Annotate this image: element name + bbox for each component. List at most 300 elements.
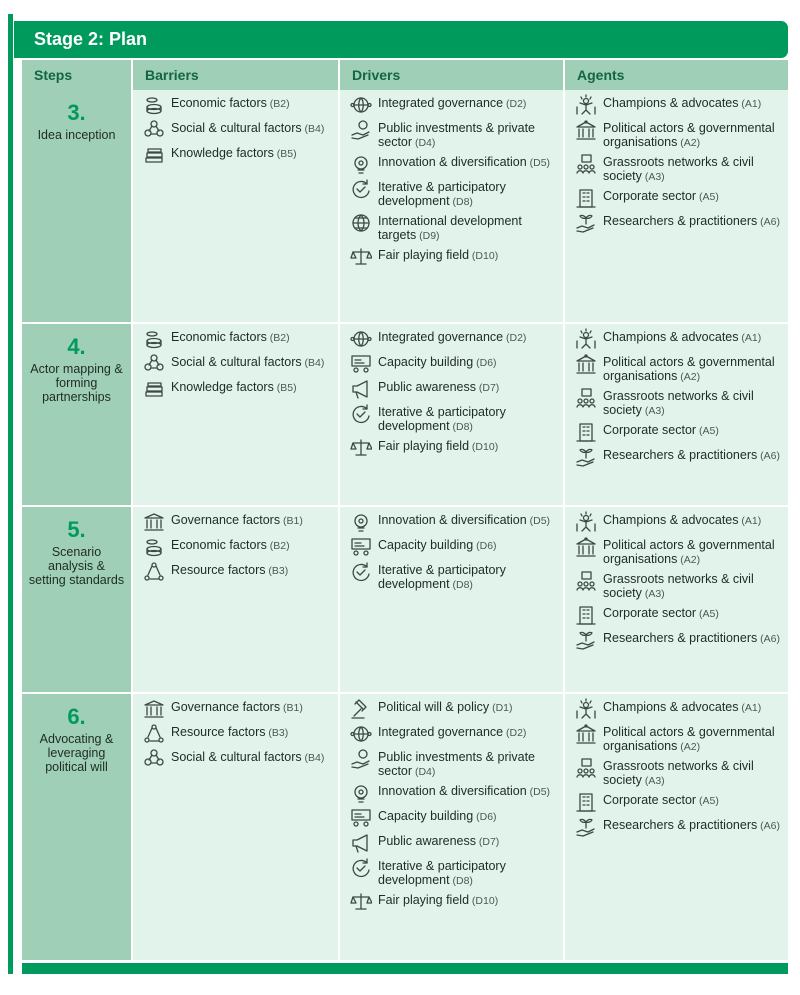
cycle-icon <box>350 857 372 879</box>
resource-cycle-icon <box>143 723 165 745</box>
barriers-item <box>143 330 332 350</box>
barriers-item <box>143 513 332 533</box>
agents-item <box>575 818 782 838</box>
drivers-item <box>350 380 557 400</box>
agents-item-label: Researchers & practitioners <box>603 448 758 462</box>
agents-item <box>575 793 782 813</box>
agents-item-code: (A6) <box>757 450 780 462</box>
drivers-item-code: (D8) <box>449 579 473 591</box>
agents-item-label: Researchers & practitioners <box>603 631 758 645</box>
drivers-item-label: Iterative & participatory development <box>378 405 506 433</box>
drivers-item-code: (D2) <box>503 98 527 110</box>
drivers-item-label: Capacity building <box>378 538 474 552</box>
globe-icon <box>350 212 372 234</box>
hand-plant-icon <box>575 816 597 838</box>
cycle-icon <box>350 561 372 583</box>
agents-item-text <box>603 513 761 528</box>
agents-item <box>575 214 782 234</box>
drivers-item-text <box>378 248 498 263</box>
drivers-item-label: Public investments & private sector <box>378 121 536 149</box>
drivers-cell <box>340 694 565 960</box>
drivers-item-label: Iterative & participatory development <box>378 180 506 208</box>
coins-icon <box>143 328 165 350</box>
drivers-item-text <box>378 180 557 209</box>
table-row <box>22 505 788 692</box>
office-building-icon <box>575 421 597 443</box>
agents-item-label: Champions & advocates <box>603 96 739 110</box>
drivers-item <box>350 563 557 592</box>
barriers-item-code: (B1) <box>280 702 303 714</box>
barriers-item <box>143 725 332 745</box>
drivers-item-label: Innovation & diversification <box>378 155 527 169</box>
agents-item <box>575 538 782 567</box>
drivers-item <box>350 439 557 459</box>
resource-cycle-icon <box>143 561 165 583</box>
drivers-cell <box>340 507 565 692</box>
agents-item-label: Corporate sector <box>603 793 697 807</box>
drivers-item-label: Political will & policy <box>378 700 490 714</box>
plan-table <box>22 60 788 960</box>
drivers-item-text <box>378 214 557 243</box>
agents-item-code: (A1) <box>738 98 762 110</box>
drivers-item-label: Integrated governance <box>378 96 504 110</box>
drivers-cell <box>340 324 565 505</box>
agents-item-text <box>603 214 780 229</box>
header-steps: Steps <box>22 60 133 90</box>
agents-item-text <box>603 189 719 204</box>
drivers-item <box>350 180 557 209</box>
agents-item <box>575 725 782 754</box>
gavel-icon <box>350 698 372 720</box>
agents-item <box>575 330 782 350</box>
megaphone-icon <box>350 832 372 854</box>
agents-item-code: (A3) <box>641 405 665 417</box>
drivers-item-label: Capacity building <box>378 809 474 823</box>
agents-item-text <box>603 355 782 384</box>
agents-item <box>575 700 782 720</box>
agents-item-label: Political actors & governmental organisations <box>603 725 775 753</box>
barriers-item-code: (B3) <box>265 565 289 577</box>
drivers-item-code: (D1) <box>489 702 513 714</box>
step-cell <box>22 324 133 505</box>
drivers-item <box>350 330 557 350</box>
agents-item-text <box>603 725 782 754</box>
government-building-icon <box>575 353 597 375</box>
barriers-item-label: Social & cultural factors <box>171 121 302 135</box>
drivers-item-code: (D6) <box>473 540 497 552</box>
drivers-item-text <box>378 784 550 799</box>
barriers-item-text <box>171 563 288 578</box>
agents-item-label: Researchers & practitioners <box>603 214 758 228</box>
barriers-item-label: Economic factors <box>171 330 267 344</box>
barriers-item-label: Resource factors <box>171 725 266 739</box>
office-building-icon <box>575 791 597 813</box>
drivers-item-text <box>378 380 499 395</box>
drivers-item <box>350 859 557 888</box>
drivers-item-label: Public investments & private sector <box>378 750 536 778</box>
drivers-item-code: (D9) <box>416 230 440 242</box>
drivers-item-code: (D6) <box>473 357 497 369</box>
agents-item-code: (A3) <box>641 775 665 787</box>
step-name: Advocating & leveraging political will <box>39 732 114 774</box>
step-cell <box>22 694 133 960</box>
cycle-icon <box>350 403 372 425</box>
drivers-item-code: (D10) <box>469 441 499 453</box>
table-row <box>22 322 788 505</box>
drivers-item <box>350 96 557 116</box>
drivers-item <box>350 750 557 779</box>
hand-plant-icon <box>575 446 597 468</box>
people-network-icon <box>143 119 165 141</box>
community-icon <box>575 153 597 175</box>
agents-item <box>575 513 782 533</box>
agents-item-text <box>603 389 782 418</box>
step-cell <box>22 90 133 322</box>
barriers-item-text <box>171 96 290 111</box>
barriers-item <box>143 121 332 141</box>
agents-item-label: Corporate sector <box>603 606 697 620</box>
agents-item-text <box>603 448 780 463</box>
barriers-item-text <box>171 121 324 136</box>
agents-item-text <box>603 121 782 150</box>
office-building-icon <box>575 604 597 626</box>
agents-item-label: Champions & advocates <box>603 330 739 344</box>
table-row <box>22 692 788 960</box>
agents-item-label: Researchers & practitioners <box>603 818 758 832</box>
drivers-item <box>350 214 557 243</box>
drivers-item-text <box>378 700 513 715</box>
drivers-item-label: International development targets <box>378 214 522 242</box>
agents-item-code: (A2) <box>677 554 701 566</box>
drivers-item <box>350 834 557 854</box>
agents-item-label: Corporate sector <box>603 189 697 203</box>
drivers-item-text <box>378 355 497 370</box>
agents-item-code: (A6) <box>757 216 780 228</box>
agents-item-code: (A1) <box>738 332 762 344</box>
drivers-item <box>350 513 557 533</box>
barriers-item-code: (B2) <box>266 98 290 110</box>
drivers-item <box>350 538 557 558</box>
barriers-item-text <box>171 513 303 528</box>
agents-item-text <box>603 700 761 715</box>
office-building-icon <box>575 187 597 209</box>
agents-item <box>575 155 782 184</box>
drivers-item-label: Fair playing field <box>378 439 470 453</box>
champion-icon <box>575 328 597 350</box>
drivers-item-text <box>378 809 497 824</box>
drivers-item-label: Fair playing field <box>378 248 470 262</box>
barriers-item-code: (B5) <box>273 382 297 394</box>
header-drivers: Drivers <box>340 60 565 90</box>
barriers-item-label: Resource factors <box>171 563 266 577</box>
agents-item <box>575 423 782 443</box>
drivers-item-label: Innovation & diversification <box>378 513 527 527</box>
step-name: Scenario analysis & setting standards <box>28 545 125 587</box>
stage-title: Stage 2: Plan <box>14 21 788 58</box>
barriers-item <box>143 380 332 400</box>
drivers-cell <box>340 90 565 322</box>
agents-item <box>575 759 782 788</box>
agents-item-code: (A1) <box>738 702 762 714</box>
drivers-item-text <box>378 155 550 170</box>
drivers-item <box>350 355 557 375</box>
barriers-cell <box>133 694 340 960</box>
agents-item-label: Political actors & governmental organisations <box>603 538 775 566</box>
barriers-item-text <box>171 750 324 765</box>
drivers-item <box>350 784 557 804</box>
government-building-icon <box>575 723 597 745</box>
drivers-item-code: (D7) <box>475 382 500 394</box>
agents-item-code: (A5) <box>696 608 719 620</box>
community-icon <box>575 757 597 779</box>
champion-icon <box>575 511 597 533</box>
barriers-item-text <box>171 146 297 161</box>
agents-item-text <box>603 793 719 808</box>
classroom-icon <box>350 536 372 558</box>
barriers-item <box>143 96 332 116</box>
step-cell <box>22 507 133 692</box>
barriers-item <box>143 146 332 166</box>
agents-item <box>575 631 782 651</box>
scales-icon <box>350 891 372 913</box>
agents-item <box>575 572 782 601</box>
drivers-item-text <box>378 563 557 592</box>
agents-item <box>575 121 782 150</box>
agents-item-code: (A1) <box>738 515 762 527</box>
agents-item-text <box>603 330 761 345</box>
barriers-item-label: Economic factors <box>171 538 267 552</box>
drivers-item-text <box>378 439 498 454</box>
barriers-item-code: (B4) <box>301 357 325 369</box>
agents-item <box>575 448 782 468</box>
agents-item-text <box>603 606 719 621</box>
drivers-item-label: Iterative & participatory development <box>378 859 506 887</box>
drivers-item-code: (D7) <box>475 836 500 848</box>
drivers-item-text <box>378 750 557 779</box>
agents-item-text <box>603 155 782 184</box>
agents-item-label: Grassroots networks & civil society <box>603 759 754 787</box>
barriers-item-label: Knowledge factors <box>171 146 274 160</box>
agents-cell <box>565 324 788 505</box>
table-body <box>22 90 788 960</box>
drivers-item-label: Public awareness <box>378 834 476 848</box>
drivers-item-code: (D2) <box>503 727 527 739</box>
scales-icon <box>350 246 372 268</box>
globe-people-icon <box>350 328 372 350</box>
cycle-icon <box>350 178 372 200</box>
barriers-item-code: (B2) <box>266 540 290 552</box>
barriers-item <box>143 355 332 375</box>
drivers-item-text <box>378 859 557 888</box>
books-icon <box>143 378 165 400</box>
drivers-item-code: (D2) <box>503 332 527 344</box>
drivers-item-text <box>378 893 498 908</box>
header-agents: Agents <box>565 60 788 90</box>
barriers-item-label: Governance factors <box>171 513 281 527</box>
people-network-icon <box>143 353 165 375</box>
drivers-item-text <box>378 834 499 849</box>
hand-coin-icon <box>350 119 372 141</box>
barriers-item-label: Social & cultural factors <box>171 750 302 764</box>
agents-item-code: (A3) <box>641 171 665 183</box>
lightbulb-gear-icon <box>350 511 372 533</box>
agents-item-text <box>603 423 719 438</box>
barriers-item-code: (B2) <box>266 332 290 344</box>
agents-item-code: (A5) <box>696 425 719 437</box>
barriers-item-text <box>171 725 288 740</box>
barriers-item-label: Knowledge factors <box>171 380 274 394</box>
hand-plant-icon <box>575 212 597 234</box>
agents-item-code: (A2) <box>677 137 701 149</box>
lightbulb-gear-icon <box>350 782 372 804</box>
bottom-bar <box>22 963 788 974</box>
barriers-item-text <box>171 700 303 715</box>
agents-item-label: Grassroots networks & civil society <box>603 155 754 183</box>
coins-icon <box>143 536 165 558</box>
government-building-icon <box>575 119 597 141</box>
hand-coin-icon <box>350 748 372 770</box>
drivers-item-code: (D8) <box>449 421 473 433</box>
people-network-icon <box>143 748 165 770</box>
globe-people-icon <box>350 723 372 745</box>
table-row <box>22 90 788 322</box>
barriers-item <box>143 750 332 770</box>
agents-item-label: Champions & advocates <box>603 513 739 527</box>
drivers-item-text <box>378 330 526 345</box>
community-icon <box>575 570 597 592</box>
barriers-cell <box>133 507 340 692</box>
barriers-item-code: (B5) <box>273 148 297 160</box>
agents-item-code: (A2) <box>677 371 701 383</box>
drivers-item-label: Public awareness <box>378 380 476 394</box>
champion-icon <box>575 698 597 720</box>
agents-cell <box>565 507 788 692</box>
drivers-item-label: Integrated governance <box>378 330 504 344</box>
drivers-item <box>350 121 557 150</box>
drivers-item <box>350 405 557 434</box>
barriers-item-label: Economic factors <box>171 96 267 110</box>
drivers-item-text <box>378 538 497 553</box>
drivers-item-text <box>378 405 557 434</box>
agents-item-text <box>603 631 780 646</box>
barriers-item-label: Social & cultural factors <box>171 355 302 369</box>
barriers-item <box>143 538 332 558</box>
drivers-item-code: (D8) <box>449 875 473 887</box>
agents-item <box>575 355 782 384</box>
step-number: 6. <box>67 704 86 729</box>
agents-cell <box>565 694 788 960</box>
barriers-item <box>143 700 332 720</box>
agents-cell <box>565 90 788 322</box>
hand-plant-icon <box>575 629 597 651</box>
barriers-cell <box>133 90 340 322</box>
step-name: Actor mapping & forming partnerships <box>30 362 123 404</box>
agents-item <box>575 189 782 209</box>
agents-item-code: (A2) <box>677 741 701 753</box>
agents-item-code: (A5) <box>696 795 719 807</box>
pillars-icon <box>143 511 165 533</box>
drivers-item-label: Iterative & participatory development <box>378 563 506 591</box>
agents-item-text <box>603 96 761 111</box>
agents-item-text <box>603 759 782 788</box>
agents-item-label: Grassroots networks & civil society <box>603 572 754 600</box>
drivers-item-code: (D10) <box>469 895 499 907</box>
drivers-item-label: Integrated governance <box>378 725 504 739</box>
government-building-icon <box>575 536 597 558</box>
megaphone-icon <box>350 378 372 400</box>
barriers-cell <box>133 324 340 505</box>
barriers-item-text <box>171 355 324 370</box>
lightbulb-gear-icon <box>350 153 372 175</box>
agents-item-code: (A6) <box>757 633 780 645</box>
barriers-item-label: Governance factors <box>171 700 281 714</box>
drivers-item-code: (D6) <box>473 811 497 823</box>
drivers-item-code: (D10) <box>469 250 499 262</box>
step-number: 4. <box>67 334 86 359</box>
step-name: Idea inception <box>37 128 116 142</box>
agents-item-code: (A5) <box>696 191 719 203</box>
barriers-item-text <box>171 330 290 345</box>
agents-item-text <box>603 538 782 567</box>
agents-item-label: Political actors & governmental organisations <box>603 355 775 383</box>
agents-item-label: Grassroots networks & civil society <box>603 389 754 417</box>
drivers-item <box>350 725 557 745</box>
drivers-item <box>350 155 557 175</box>
drivers-item-code: (D5) <box>526 786 551 798</box>
agents-item <box>575 606 782 626</box>
barriers-item <box>143 563 332 583</box>
drivers-item-code: (D4) <box>412 766 436 778</box>
community-icon <box>575 387 597 409</box>
drivers-item-text <box>378 96 526 111</box>
drivers-item <box>350 893 557 913</box>
barriers-item-code: (B1) <box>280 515 303 527</box>
drivers-item <box>350 248 557 268</box>
agents-item-label: Champions & advocates <box>603 700 739 714</box>
drivers-item <box>350 700 557 720</box>
header-barriers: Barriers <box>133 60 340 90</box>
agents-item-label: Political actors & governmental organisations <box>603 121 775 149</box>
coins-icon <box>143 94 165 116</box>
barriers-item-text <box>171 380 297 395</box>
drivers-item <box>350 809 557 829</box>
drivers-item-label: Innovation & diversification <box>378 784 527 798</box>
agents-item-code: (A3) <box>641 588 665 600</box>
drivers-item-code: (D5) <box>526 157 551 169</box>
agents-item <box>575 389 782 418</box>
classroom-icon <box>350 353 372 375</box>
drivers-item-text <box>378 513 550 528</box>
step-number: 5. <box>67 517 86 542</box>
drivers-item-code: (D8) <box>449 196 473 208</box>
scales-icon <box>350 437 372 459</box>
agents-item-label: Corporate sector <box>603 423 697 437</box>
agents-item-text <box>603 818 780 833</box>
drivers-item-label: Capacity building <box>378 355 474 369</box>
step-number: 3. <box>67 100 86 125</box>
agents-item-text <box>603 572 782 601</box>
drivers-item-text <box>378 725 526 740</box>
agents-item-code: (A6) <box>757 820 780 832</box>
barriers-item-code: (B4) <box>301 123 325 135</box>
drivers-item-code: (D5) <box>526 515 551 527</box>
table-header <box>22 60 788 90</box>
books-icon <box>143 144 165 166</box>
drivers-item-code: (D4) <box>412 137 436 149</box>
drivers-item-label: Fair playing field <box>378 893 470 907</box>
barriers-item-code: (B3) <box>265 727 289 739</box>
barriers-item-code: (B4) <box>301 752 325 764</box>
